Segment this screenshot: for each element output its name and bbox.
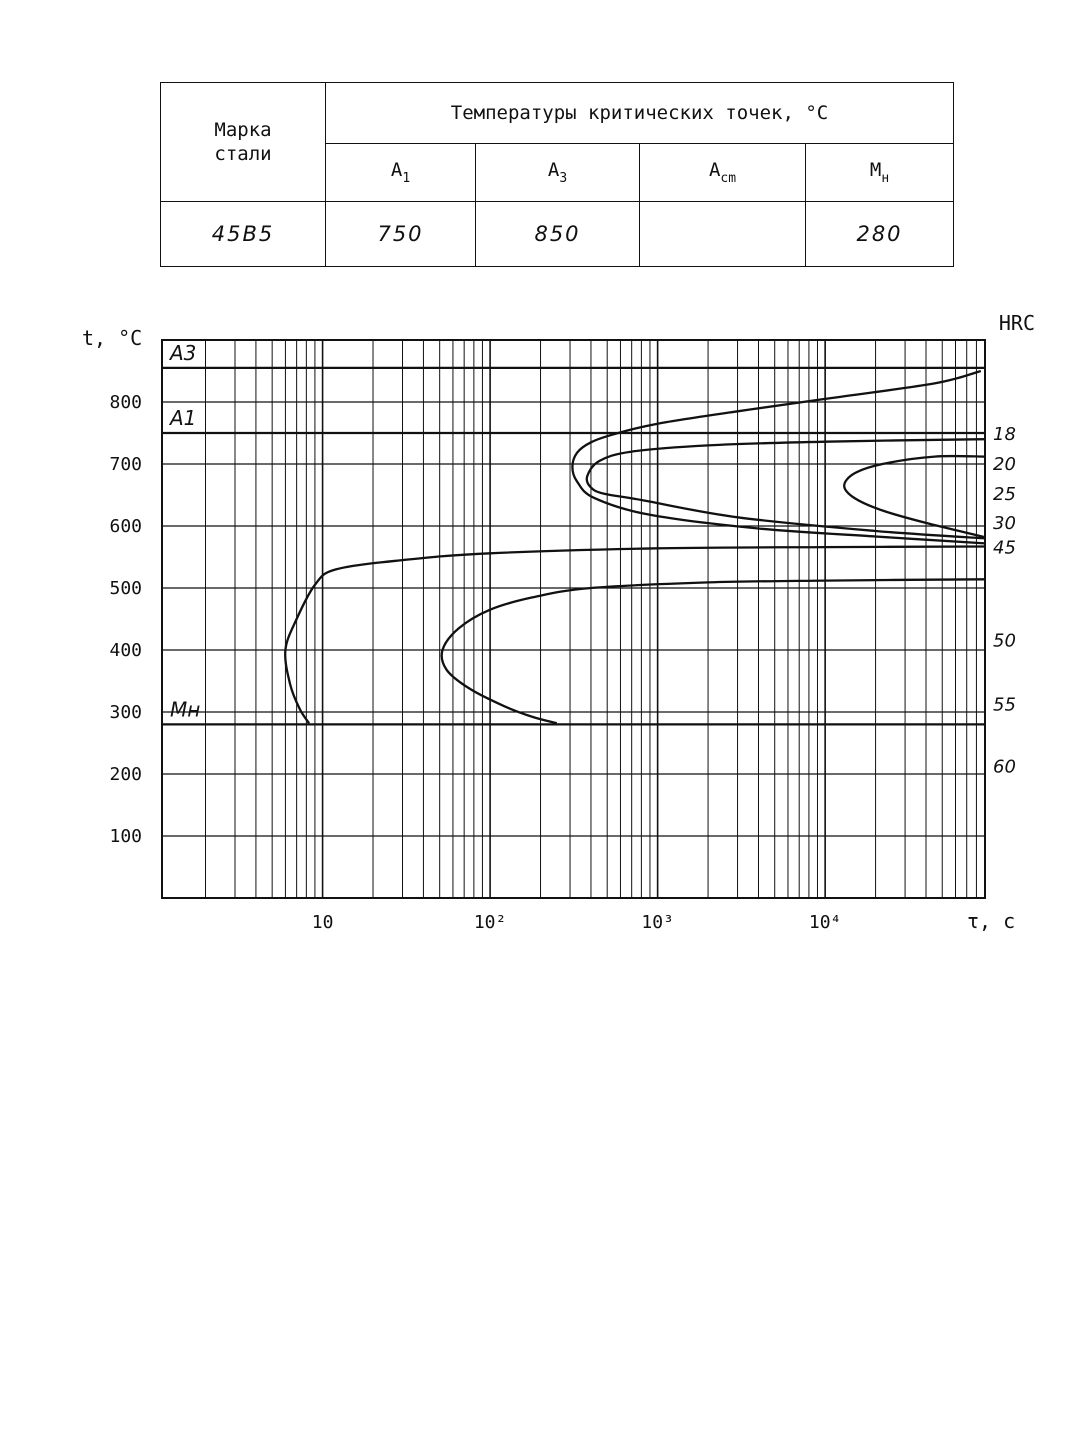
reference-line-label: A3: [170, 340, 197, 365]
transformation-curve: [442, 579, 985, 723]
x-tick-label: 10: [311, 912, 334, 933]
y-axis-title: t, °С: [82, 326, 143, 350]
hrc-label: 30: [993, 512, 1016, 534]
acm-value: [640, 202, 806, 267]
a1-value: 750: [326, 202, 476, 267]
y-tick-label: 200: [109, 764, 142, 785]
reference-line-label: A1: [170, 406, 197, 430]
hrc-label: 55: [993, 694, 1016, 716]
y-tick-label: 400: [109, 640, 142, 661]
col-mn-header: [806, 144, 954, 202]
col-acm-header: [640, 144, 806, 202]
col-acm-label-subscript: cm: [720, 171, 737, 186]
col-mn-label-subscript: н: [881, 171, 890, 186]
col-a1-label: $A_1$: [390, 159, 411, 186]
col-a1-label-subscript: 1: [402, 171, 411, 186]
hrc-label: 20: [993, 454, 1016, 475]
y-tick-label: 600: [109, 516, 142, 537]
hrc-label: 60: [993, 756, 1016, 778]
y-tick-label: 100: [109, 826, 142, 847]
y-tick-label: 500: [109, 578, 142, 599]
y-tick-label: 700: [109, 454, 142, 475]
hrc-label: 18: [993, 424, 1016, 446]
hrc-axis-title: HRC: [998, 311, 1035, 335]
mn-value: 280: [806, 202, 954, 267]
transformation-curve: [844, 456, 985, 537]
steel-grade-header: Марка стали: [161, 83, 326, 202]
col-a3-header: [476, 144, 640, 202]
transformation-curve: [285, 547, 985, 724]
hrc-label: 25: [993, 483, 1016, 505]
reference-line-label: Mн: [170, 697, 201, 722]
col-acm-label: $A_{cm}$: [708, 159, 737, 186]
x-axis-title: τ, с: [967, 909, 1016, 933]
critical-temps-header: Температуры критических точек, °С: [326, 83, 954, 144]
col-mn-label: $M_н$: [869, 159, 890, 186]
x-tick-label: 10²: [473, 912, 507, 933]
steel-grade-value: 45В5: [161, 202, 326, 267]
hrc-label: 45: [993, 537, 1016, 559]
critical-points-table: [160, 82, 954, 267]
col-a3-label: $A_3$: [547, 159, 568, 186]
hrc-label: 50: [993, 630, 1016, 652]
y-tick-label: 300: [109, 702, 142, 723]
col-a3-label-subscript: 3: [559, 171, 568, 186]
y-tick-label: 800: [109, 392, 142, 413]
col-a1-header: [326, 144, 476, 202]
x-tick-label: 10³: [641, 912, 674, 933]
a3-value: 850: [476, 202, 640, 267]
cct-diagram: [0, 290, 1068, 950]
x-tick-label: 10⁴: [808, 912, 842, 933]
